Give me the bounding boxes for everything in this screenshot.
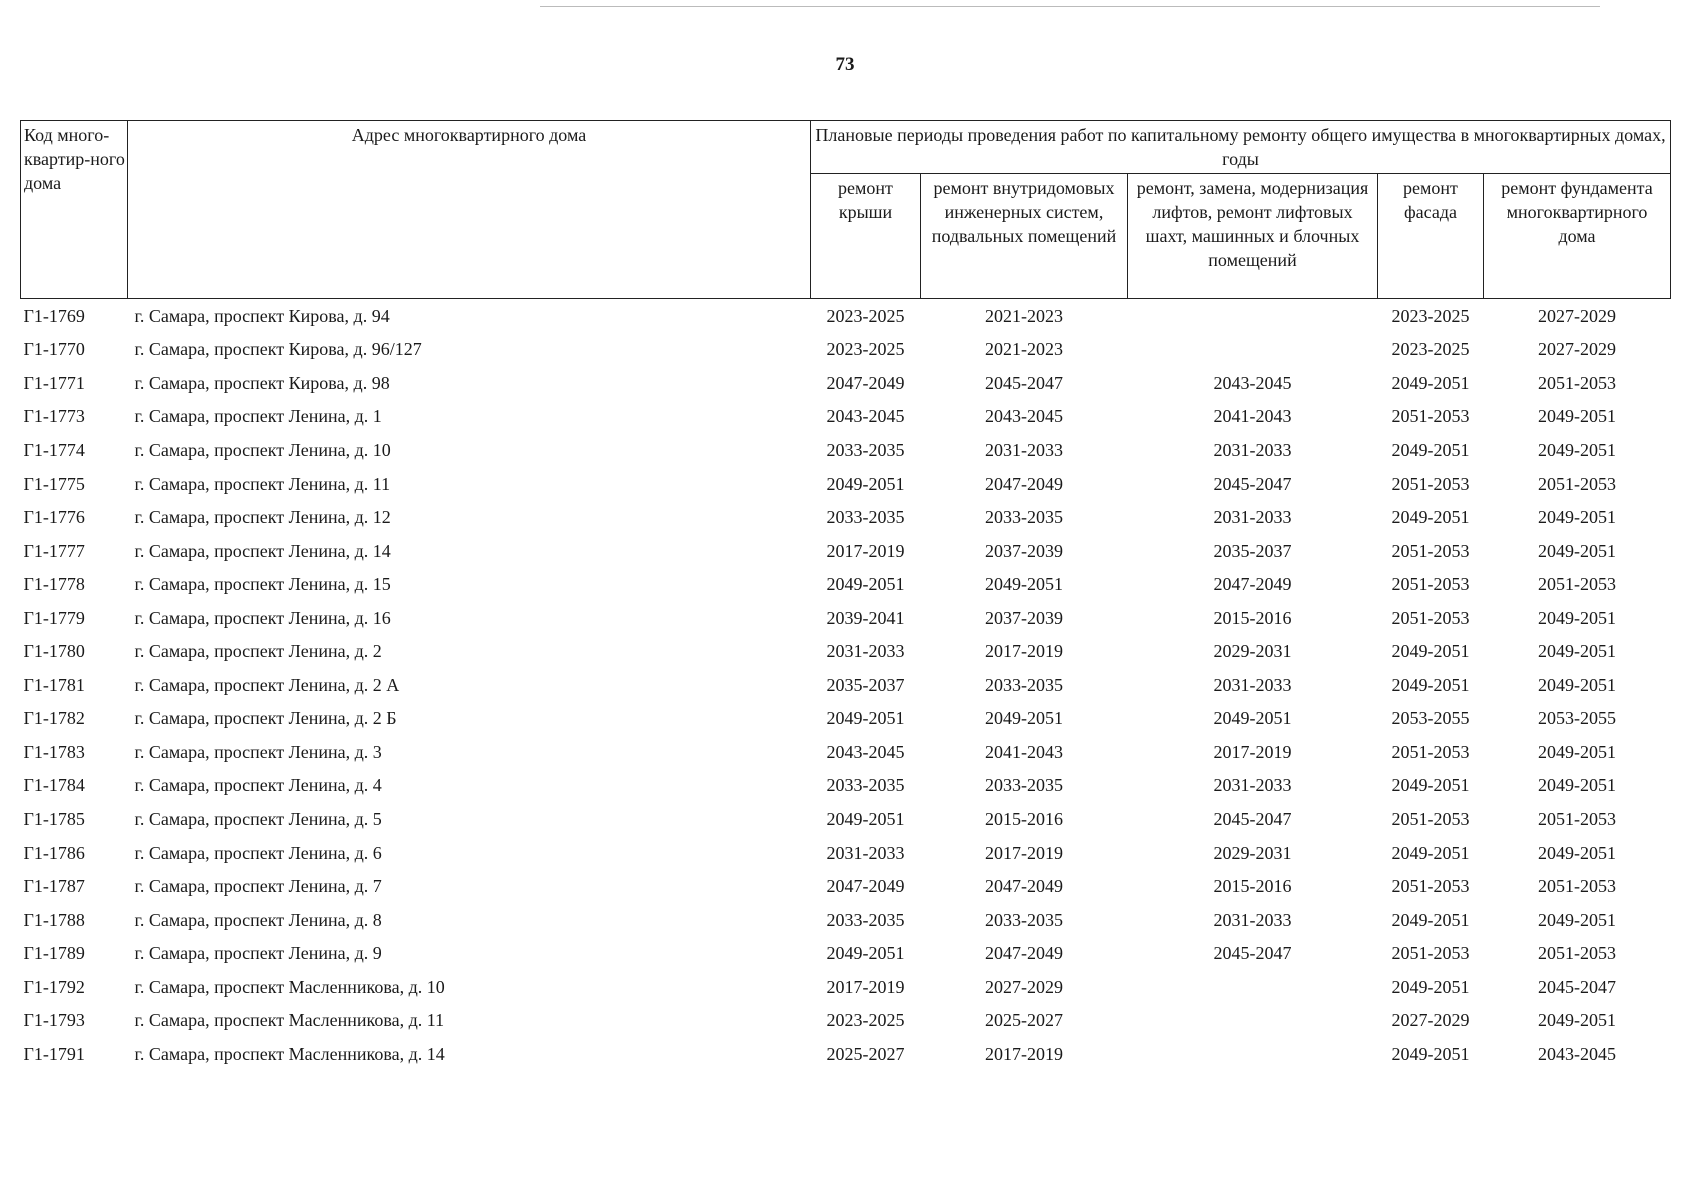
cell-facade: 2049-2051 — [1391, 674, 1470, 695]
header-code: Код много-квартир-ного дома — [21, 121, 128, 299]
cell-address: г. Самара, проспект Ленина, д. 11 — [134, 473, 391, 494]
cell-engineering: 2033-2035 — [985, 909, 1063, 930]
cell-roof: 2033-2035 — [826, 439, 905, 460]
cell-code: Г1-1777 — [23, 540, 85, 561]
cell-roof: 2023-2025 — [826, 339, 905, 360]
cell-address: г. Самара, проспект Ленина, д. 2 — [134, 641, 382, 662]
cell-facade: 2051-2053 — [1391, 943, 1470, 964]
cell-address: г. Самара, проспект Ленина, д. 7 — [134, 876, 382, 897]
cell-address: г. Самара, проспект Кирова, д. 94 — [134, 305, 390, 326]
table-row — [21, 668, 1671, 702]
cell-engineering: 2043-2045 — [985, 406, 1063, 427]
cell-code: Г1-1793 — [23, 1010, 85, 1031]
cell-roof: 2049-2051 — [826, 943, 905, 964]
cell-roof: 2033-2035 — [826, 775, 905, 796]
cell-foundation: 2049-2051 — [1538, 909, 1616, 930]
cell-code: Г1-1787 — [23, 876, 85, 897]
cell-lifts: 2049-2051 — [1213, 708, 1292, 729]
cell-foundation: 2051-2053 — [1538, 372, 1616, 393]
cell-facade: 2049-2051 — [1391, 976, 1470, 997]
cell-roof: 2043-2045 — [826, 406, 905, 427]
table-row — [21, 634, 1671, 668]
header-facade: ремонт фасада — [1378, 174, 1484, 299]
cell-address: г. Самара, проспект Ленина, д. 15 — [134, 574, 391, 595]
cell-facade: 2051-2053 — [1391, 808, 1470, 829]
cell-lifts — [1128, 333, 1378, 367]
cell-code: Г1-1774 — [23, 439, 85, 460]
table-row — [21, 836, 1671, 870]
cell-address: г. Самара, проспект Ленина, д. 14 — [134, 540, 391, 561]
cell-engineering: 2049-2051 — [985, 708, 1063, 729]
cell-facade: 2051-2053 — [1391, 473, 1470, 494]
cell-address: г. Самара, проспект Ленина, д. 16 — [134, 607, 391, 628]
cell-address: г. Самара, проспект Ленина, д. 3 — [134, 741, 382, 762]
cell-lifts: 2043-2045 — [1213, 372, 1292, 393]
cell-foundation: 2049-2051 — [1538, 607, 1616, 628]
cell-roof: 2023-2025 — [826, 1010, 905, 1031]
cell-facade: 2049-2051 — [1391, 372, 1470, 393]
table-row — [21, 534, 1671, 568]
cell-facade: 2051-2053 — [1391, 406, 1470, 427]
table-row — [21, 567, 1671, 601]
header-roof: ремонт крыши — [811, 174, 921, 299]
cell-facade: 2049-2051 — [1391, 507, 1470, 528]
cell-facade: 2023-2025 — [1391, 305, 1470, 326]
cell-engineering: 2033-2035 — [985, 507, 1063, 528]
cell-foundation: 2043-2045 — [1538, 1043, 1616, 1064]
cell-roof: 2023-2025 — [826, 305, 905, 326]
table-header — [21, 121, 1671, 299]
cell-roof: 2049-2051 — [826, 574, 905, 595]
cell-foundation: 2049-2051 — [1538, 775, 1616, 796]
cell-facade: 2023-2025 — [1391, 339, 1470, 360]
table-body — [21, 299, 1671, 1071]
cell-engineering: 2021-2023 — [985, 339, 1063, 360]
cell-address: г. Самара, проспект Ленина, д. 2 А — [134, 674, 400, 695]
cell-engineering: 2045-2047 — [985, 372, 1063, 393]
cell-facade: 2051-2053 — [1391, 607, 1470, 628]
cell-engineering: 2025-2027 — [985, 1010, 1063, 1031]
cell-address: г. Самара, проспект Ленина, д. 2 Б — [134, 708, 397, 729]
table-row — [21, 735, 1671, 769]
cell-address: г. Самара, проспект Ленина, д. 4 — [134, 775, 382, 796]
capital-repair-table — [20, 120, 1671, 1071]
cell-foundation: 2049-2051 — [1538, 1010, 1616, 1031]
cell-engineering: 2017-2019 — [985, 1043, 1063, 1064]
table-row — [21, 400, 1671, 434]
cell-lifts: 2015-2016 — [1213, 607, 1292, 628]
cell-code: Г1-1783 — [23, 741, 85, 762]
cell-engineering: 2033-2035 — [985, 674, 1063, 695]
header-foundation: ремонт фундамента многоквартирного дома — [1484, 174, 1671, 299]
cell-foundation: 2045-2047 — [1538, 976, 1616, 997]
cell-foundation: 2051-2053 — [1538, 808, 1616, 829]
table-row — [21, 769, 1671, 803]
cell-lifts: 2029-2031 — [1213, 641, 1292, 662]
cell-code: Г1-1775 — [23, 473, 85, 494]
cell-lifts: 2031-2033 — [1213, 674, 1292, 695]
cell-facade: 2051-2053 — [1391, 741, 1470, 762]
cell-code: Г1-1785 — [23, 808, 85, 829]
table-row — [21, 936, 1671, 970]
header-lifts: ремонт, замена, модернизация лифтов, ремонт лифтовых шахт, машинных и блочных помещений — [1128, 174, 1378, 299]
table-row — [21, 299, 1671, 333]
cell-code: Г1-1781 — [23, 674, 85, 695]
table-row — [21, 601, 1671, 635]
cell-roof: 2035-2037 — [826, 674, 905, 695]
cell-roof: 2031-2033 — [826, 641, 905, 662]
cell-facade: 2049-2051 — [1391, 842, 1470, 863]
cell-roof: 2039-2041 — [826, 607, 905, 628]
cell-code: Г1-1786 — [23, 842, 85, 863]
cell-engineering: 2047-2049 — [985, 943, 1063, 964]
cell-lifts: 2015-2016 — [1213, 876, 1292, 897]
cell-code: Г1-1773 — [23, 406, 85, 427]
cell-engineering: 2049-2051 — [985, 574, 1063, 595]
cell-facade: 2049-2051 — [1391, 775, 1470, 796]
cell-code: Г1-1779 — [23, 607, 85, 628]
table-row — [21, 500, 1671, 534]
cell-address: г. Самара, проспект Ленина, д. 9 — [134, 943, 382, 964]
cell-lifts: 2045-2047 — [1213, 943, 1292, 964]
cell-lifts: 2031-2033 — [1213, 909, 1292, 930]
cell-lifts — [1128, 970, 1378, 1004]
cell-address: г. Самара, проспект Ленина, д. 12 — [134, 507, 391, 528]
cell-address: г. Самара, проспект Масленникова, д. 14 — [134, 1043, 445, 1064]
cell-lifts: 2017-2019 — [1213, 741, 1292, 762]
cell-code: Г1-1788 — [23, 909, 85, 930]
table-row — [21, 433, 1671, 467]
cell-lifts: 2031-2033 — [1213, 775, 1292, 796]
cell-address: г. Самара, проспект Ленина, д. 8 — [134, 909, 382, 930]
cell-foundation: 2049-2051 — [1538, 674, 1616, 695]
cell-address: г. Самара, проспект Ленина, д. 10 — [134, 439, 391, 460]
cell-foundation: 2049-2051 — [1538, 540, 1616, 561]
table-row — [21, 1003, 1671, 1037]
cell-engineering: 2037-2039 — [985, 540, 1063, 561]
cell-roof: 2043-2045 — [826, 741, 905, 762]
cell-roof: 2025-2027 — [826, 1043, 905, 1064]
table-row — [21, 702, 1671, 736]
cell-roof: 2017-2019 — [826, 540, 905, 561]
cell-code: Г1-1791 — [23, 1043, 85, 1064]
cell-foundation: 2051-2053 — [1538, 876, 1616, 897]
cell-foundation: 2027-2029 — [1538, 305, 1616, 326]
cell-lifts — [1128, 1037, 1378, 1071]
cell-facade: 2051-2053 — [1391, 574, 1470, 595]
cell-address: г. Самара, проспект Ленина, д. 1 — [134, 406, 382, 427]
cell-facade: 2049-2051 — [1391, 439, 1470, 460]
cell-foundation: 2049-2051 — [1538, 507, 1616, 528]
table-row — [21, 366, 1671, 400]
cell-address: г. Самара, проспект Ленина, д. 5 — [134, 808, 382, 829]
table-row — [21, 802, 1671, 836]
cell-roof: 2049-2051 — [826, 808, 905, 829]
cell-code: Г1-1771 — [23, 372, 85, 393]
cell-lifts: 2041-2043 — [1213, 406, 1292, 427]
cell-lifts — [1128, 1003, 1378, 1037]
cell-lifts: 2031-2033 — [1213, 507, 1292, 528]
cell-roof: 2033-2035 — [826, 909, 905, 930]
cell-roof: 2049-2051 — [826, 708, 905, 729]
cell-address: г. Самара, проспект Масленникова, д. 10 — [134, 976, 445, 997]
cell-foundation: 2049-2051 — [1538, 741, 1616, 762]
table-row — [21, 869, 1671, 903]
cell-roof: 2017-2019 — [826, 976, 905, 997]
cell-code: Г1-1784 — [23, 775, 85, 796]
cell-facade: 2053-2055 — [1391, 708, 1470, 729]
cell-engineering: 2021-2023 — [985, 305, 1063, 326]
cell-facade: 2051-2053 — [1391, 876, 1470, 897]
table-row — [21, 1037, 1671, 1071]
cell-address: г. Самара, проспект Кирова, д. 98 — [134, 372, 390, 393]
header-planned-periods: Плановые периоды проведения работ по капитальному ремонту общего имущества в многоквартирных домах, годы — [811, 121, 1671, 174]
header-engineering: ремонт внутридомовых инженерных систем, подвальных помещений — [921, 174, 1128, 299]
cell-roof: 2047-2049 — [826, 372, 905, 393]
cell-foundation: 2051-2053 — [1538, 943, 1616, 964]
cell-lifts: 2047-2049 — [1213, 574, 1292, 595]
table-row — [21, 333, 1671, 367]
cell-address: г. Самара, проспект Ленина, д. 6 — [134, 842, 382, 863]
cell-lifts: 2029-2031 — [1213, 842, 1292, 863]
cell-lifts: 2031-2033 — [1213, 439, 1292, 460]
table-row — [21, 467, 1671, 501]
page-number: 73 — [835, 54, 855, 75]
cell-code: Г1-1778 — [23, 574, 85, 595]
cell-engineering: 2041-2043 — [985, 741, 1063, 762]
cell-roof: 2031-2033 — [826, 842, 905, 863]
cell-foundation: 2049-2051 — [1538, 439, 1616, 460]
cell-facade: 2027-2029 — [1391, 1010, 1470, 1031]
scan-edge-line — [540, 6, 1600, 7]
header-address: Адрес многоквартирного дома — [128, 121, 811, 299]
cell-foundation: 2053-2055 — [1538, 708, 1616, 729]
cell-engineering: 2047-2049 — [985, 473, 1063, 494]
cell-engineering: 2017-2019 — [985, 641, 1063, 662]
cell-engineering: 2027-2029 — [985, 976, 1063, 997]
cell-engineering: 2037-2039 — [985, 607, 1063, 628]
cell-lifts: 2045-2047 — [1213, 808, 1292, 829]
table-row — [21, 903, 1671, 937]
cell-engineering: 2031-2033 — [985, 439, 1063, 460]
cell-facade: 2049-2051 — [1391, 641, 1470, 662]
cell-engineering: 2015-2016 — [985, 808, 1063, 829]
cell-address: г. Самара, проспект Масленникова, д. 11 — [134, 1010, 445, 1031]
cell-code: Г1-1770 — [23, 339, 85, 360]
cell-engineering: 2017-2019 — [985, 842, 1063, 863]
cell-engineering: 2047-2049 — [985, 876, 1063, 897]
cell-foundation: 2051-2053 — [1538, 574, 1616, 595]
cell-lifts: 2035-2037 — [1213, 540, 1292, 561]
cell-code: Г1-1792 — [23, 976, 85, 997]
cell-facade: 2051-2053 — [1391, 540, 1470, 561]
cell-lifts: 2045-2047 — [1213, 473, 1292, 494]
cell-foundation: 2049-2051 — [1538, 842, 1616, 863]
cell-code: Г1-1782 — [23, 708, 85, 729]
cell-code: Г1-1789 — [23, 943, 85, 964]
cell-code: Г1-1769 — [23, 305, 85, 326]
cell-code: Г1-1776 — [23, 507, 85, 528]
cell-facade: 2049-2051 — [1391, 1043, 1470, 1064]
cell-foundation: 2051-2053 — [1538, 473, 1616, 494]
cell-address: г. Самара, проспект Кирова, д. 96/127 — [134, 339, 422, 360]
cell-engineering: 2033-2035 — [985, 775, 1063, 796]
cell-lifts — [1128, 299, 1378, 333]
cell-code: Г1-1780 — [23, 641, 85, 662]
cell-foundation: 2049-2051 — [1538, 406, 1616, 427]
cell-foundation: 2027-2029 — [1538, 339, 1616, 360]
cell-facade: 2049-2051 — [1391, 909, 1470, 930]
cell-roof: 2047-2049 — [826, 876, 905, 897]
cell-foundation: 2049-2051 — [1538, 641, 1616, 662]
cell-roof: 2049-2051 — [826, 473, 905, 494]
table-row — [21, 970, 1671, 1004]
cell-roof: 2033-2035 — [826, 507, 905, 528]
